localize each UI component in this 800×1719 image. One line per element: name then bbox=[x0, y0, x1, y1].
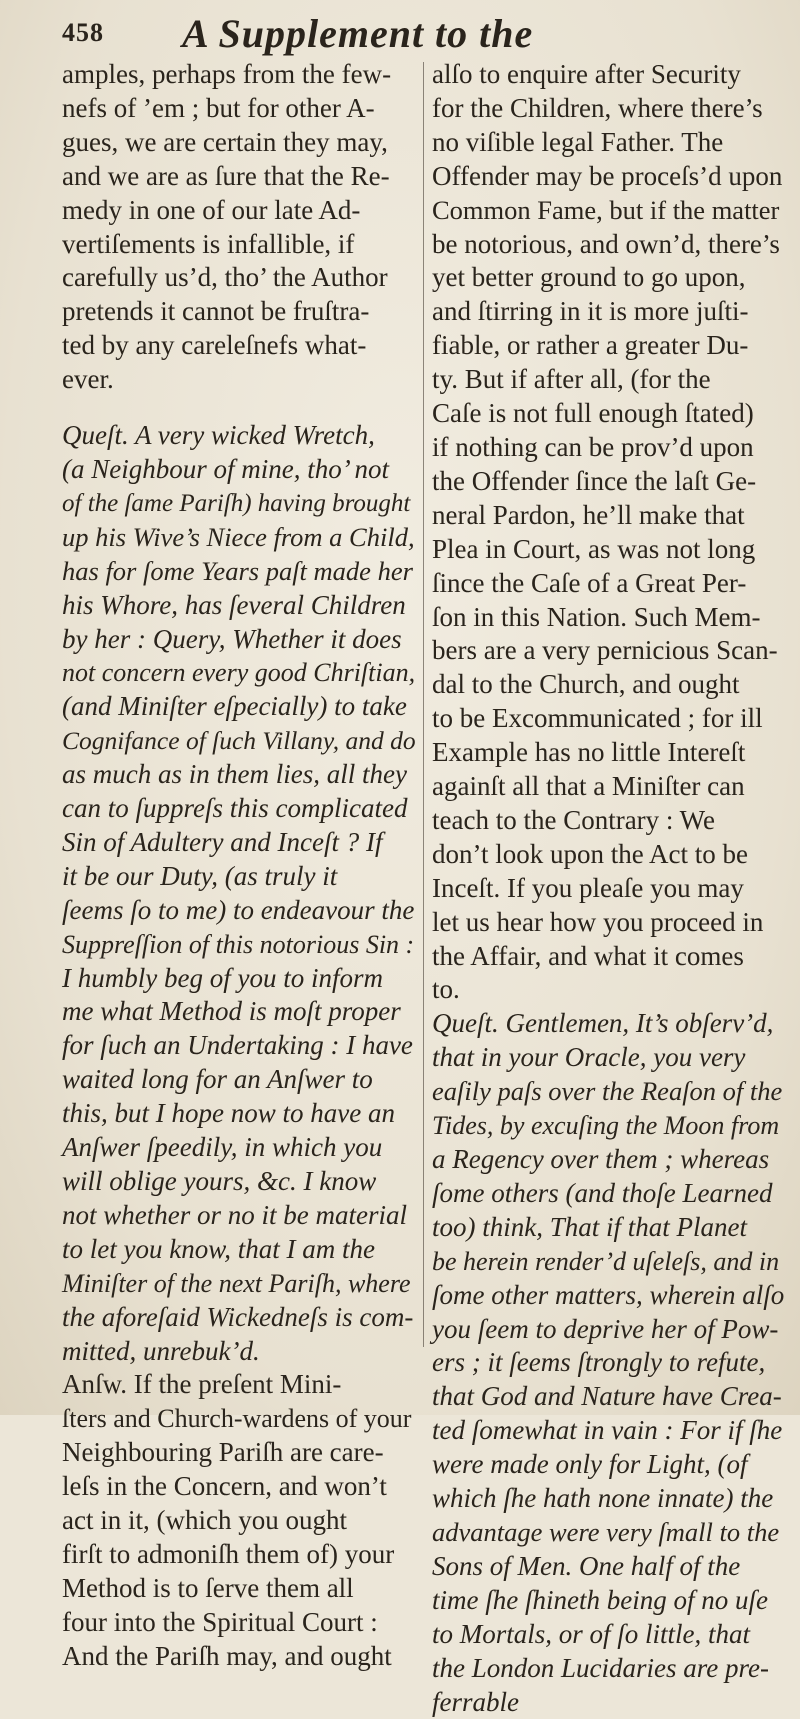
text-line: act in it, (which you ought bbox=[62, 1504, 416, 1538]
text-line: gues, we are certain they may, bbox=[62, 126, 416, 160]
page-number: 458 bbox=[62, 18, 104, 48]
text-line: were made only for Light, (of bbox=[432, 1448, 784, 1482]
text-line: has for ſome Years paſt made her bbox=[62, 555, 416, 589]
text-line: not concern every good Chriſtian, bbox=[62, 656, 416, 690]
text-line: be notorious, and own’d, there’s bbox=[432, 228, 784, 262]
text-line: be herein render’d uſeleſs, and in bbox=[432, 1245, 784, 1279]
text-line: Common Fame, but if the matter bbox=[432, 194, 784, 228]
text-line: ſon in this Nation. Such Mem- bbox=[432, 601, 784, 635]
text-line: and ſtirring in it is more juſti- bbox=[432, 295, 784, 329]
text-line: Miniſter of the next Pariſh, where bbox=[62, 1267, 416, 1301]
text-line: the aforeſaid Wickedneſs is com- bbox=[62, 1301, 416, 1335]
text-line: to Mortals, or of ſo little, that bbox=[432, 1618, 784, 1652]
text-line: alſo to enquire after Security bbox=[432, 58, 784, 92]
text-line: ſince the Caſe of a Great Per- bbox=[432, 567, 784, 601]
text-line: will oblige yours, &c. I know bbox=[62, 1165, 416, 1199]
text-line: nefs of ’em ; but for other A- bbox=[62, 92, 416, 126]
text-line: time ſhe ſhineth being of no uſe bbox=[432, 1584, 784, 1618]
text-line: fiable, or rather a greater Du- bbox=[432, 329, 784, 363]
text-line: eaſily paſs over the Reaſon of the bbox=[432, 1075, 784, 1109]
text-line: ſeems ſo to me) to endeavour the bbox=[62, 894, 416, 928]
text-line: ferrable bbox=[432, 1686, 784, 1719]
running-head: A Supplement to the bbox=[182, 10, 533, 57]
text-line: Tides, by excuſing the Moon from bbox=[432, 1109, 784, 1143]
text-line: don’t look upon the Act to be bbox=[432, 838, 784, 872]
text-line: as much as in them lies, all they bbox=[62, 758, 416, 792]
text-line: Suppreſſion of this notorious Sin : bbox=[62, 928, 416, 962]
text-line: can to ſuppreſs this complicated bbox=[62, 792, 416, 826]
left-column bbox=[62, 58, 416, 1395]
text-line: ted by any careleſnefs what- bbox=[62, 329, 416, 363]
text-line: it be our Duty, (as truly it bbox=[62, 860, 416, 894]
text-line: too) think, That if that Planet bbox=[432, 1211, 784, 1245]
text-line: Method is to ſerve them all bbox=[62, 1572, 416, 1606]
text-line: And the Pariſh may, and ought bbox=[62, 1640, 416, 1674]
text-line: ted ſomewhat in vain : For if ſhe bbox=[432, 1414, 784, 1448]
text-line: Inceſt. If you pleaſe you may bbox=[432, 872, 784, 906]
text-line: the Affair, and what it comes bbox=[432, 940, 784, 974]
text-line: which ſhe hath none innate) the bbox=[432, 1482, 784, 1516]
text-line: Offender may be proceſs’d upon bbox=[432, 160, 784, 194]
text-line: Sin of Adultery and Inceſt ? If bbox=[62, 826, 416, 860]
text-line: of the ſame Pariſh) having brought bbox=[62, 487, 416, 521]
text-line: Queſt. Gentlemen, It’s obſerv’d, bbox=[432, 1007, 784, 1041]
text-line: if nothing can be prov’d upon bbox=[432, 431, 784, 465]
text-line: let us hear how you proceed in bbox=[432, 906, 784, 940]
text-line: carefully us’d, tho’ the Author bbox=[62, 261, 416, 295]
text-line: to. bbox=[432, 973, 784, 1007]
column-divider bbox=[423, 62, 424, 1347]
text-line: up his Wive’s Niece from a Child, bbox=[62, 521, 416, 555]
text-line: bers are a very pernicious Scan- bbox=[432, 634, 784, 668]
text-line: to let you know, that I am the bbox=[62, 1233, 416, 1267]
text-line: for the Children, where there’s bbox=[432, 92, 784, 126]
text-line: by her : Query, Whether it does bbox=[62, 623, 416, 657]
text-line: againſt all that a Miniſter can bbox=[432, 770, 784, 804]
text-line: Example has no little Intereſt bbox=[432, 736, 784, 770]
text-line: amples, perhaps from the few- bbox=[62, 58, 416, 92]
text-line: Plea in Court, as was not long bbox=[432, 533, 784, 567]
text-line: ſome others (and thoſe Learned bbox=[432, 1177, 784, 1211]
text-line: for ſuch an Undertaking : I have bbox=[62, 1029, 416, 1063]
text-line: (and Miniſter eſpecially) to take bbox=[62, 690, 416, 724]
text-line: vertiſements is infallible, if bbox=[62, 228, 416, 262]
text-line: Neighbouring Pariſh are care- bbox=[62, 1436, 416, 1470]
text-line: Queſt. A very wicked Wretch, bbox=[62, 419, 416, 453]
text-line: the London Lucidaries are pre- bbox=[432, 1652, 784, 1686]
text-line: ſome other matters, wherein alſo bbox=[432, 1279, 784, 1313]
text-line: teach to the Contrary : We bbox=[432, 804, 784, 838]
text-line: that in your Oracle, you very bbox=[432, 1041, 784, 1075]
text-line: that God and Nature have Crea- bbox=[432, 1380, 784, 1414]
text-line: no viſible legal Father. The bbox=[432, 126, 784, 160]
text-line: (a Neighbour of mine, tho’ not bbox=[62, 453, 416, 487]
text-line: leſs in the Concern, and won’t bbox=[62, 1470, 416, 1504]
text-line: I humbly beg of you to inform bbox=[62, 962, 416, 996]
right-column bbox=[432, 58, 784, 1395]
text-line: Sons of Men. One half of the bbox=[432, 1550, 784, 1584]
text-line: ever. bbox=[62, 363, 416, 397]
text-line: yet better ground to go upon, bbox=[432, 261, 784, 295]
text-line: medy in one of our late Ad- bbox=[62, 194, 416, 228]
text-line: the Offender ſince the laſt Ge- bbox=[432, 465, 784, 499]
text-line: pretends it cannot be fruſtra- bbox=[62, 295, 416, 329]
text-line: not whether or no it be material bbox=[62, 1199, 416, 1233]
text-line: Cognifance of ſuch Villany, and do bbox=[62, 724, 416, 758]
text-line: mitted, unrebuk’d. bbox=[62, 1335, 416, 1369]
text-line: to be Excommunicated ; for ill bbox=[432, 702, 784, 736]
text-line: Anſw. If the preſent Mini- bbox=[62, 1368, 416, 1402]
text-line: this, but I hope now to have an bbox=[62, 1097, 416, 1131]
text-line: his Whore, has ſeveral Children bbox=[62, 589, 416, 623]
text-line: firſt to admoniſh them of) your bbox=[62, 1538, 416, 1572]
text-line: Caſe is not full enough ſtated) bbox=[432, 397, 784, 431]
paragraph-gap bbox=[62, 397, 416, 419]
text-line: four into the Spiritual Court : bbox=[62, 1606, 416, 1640]
text-line: ty. But if after all, (for the bbox=[432, 363, 784, 397]
text-line: and we are as ſure that the Re- bbox=[62, 160, 416, 194]
text-line: ers ; it ſeems ſtrongly to refute, bbox=[432, 1346, 784, 1380]
text-line: ſters and Church-wardens of your bbox=[62, 1402, 416, 1436]
text-line: neral Pardon, he’ll make that bbox=[432, 499, 784, 533]
page-header bbox=[62, 10, 770, 58]
text-line: dal to the Church, and ought bbox=[432, 668, 784, 702]
text-line: me what Method is moſt proper bbox=[62, 995, 416, 1029]
text-line: advantage were very ſmall to the bbox=[432, 1516, 784, 1550]
text-line: you ſeem to deprive her of Pow- bbox=[432, 1313, 784, 1347]
text-line: a Regency over them ; whereas bbox=[432, 1143, 784, 1177]
text-line: waited long for an Anſwer to bbox=[62, 1063, 416, 1097]
text-line: Anſwer ſpeedily, in which you bbox=[62, 1131, 416, 1165]
